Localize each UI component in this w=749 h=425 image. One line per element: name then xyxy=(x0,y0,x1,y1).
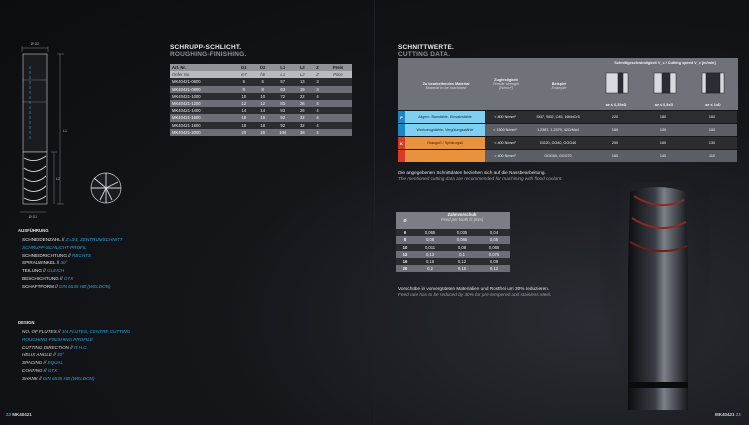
fz-cell: 0,12 xyxy=(478,265,510,272)
iso-p-marker: P xyxy=(398,111,405,123)
feature-de-item: SPIRALWINKEL // 30° xyxy=(22,260,68,266)
endmill-photo xyxy=(600,182,710,412)
hdr-example: Beispiel Example xyxy=(551,82,567,90)
fz-cell: 12 xyxy=(396,251,414,258)
cut-material: Werkzeugstähle, Vergütungsstähle xyxy=(405,124,485,136)
spec-cell: 92 xyxy=(272,122,294,129)
fz-cell: 10 xyxy=(396,244,414,251)
feature-en-item: NO. OF FLUTES // 3/4 FLUTES, CENTRE CUTTING xyxy=(22,329,131,334)
spec-cell: 20 xyxy=(234,129,253,136)
spec-cell: 3 xyxy=(311,78,324,85)
spec-header-en: Order No. xyxy=(170,71,234,78)
hdr-ae2: ae ≤ 0,5xD xyxy=(654,103,674,107)
fz-cell: 0,065 xyxy=(478,244,510,251)
spec-cell: 6 xyxy=(234,78,253,85)
hdr-strength: Zugfestigkeit Tensile strength [N/mm²] xyxy=(492,78,520,90)
spec-cell: MK40421-1800 xyxy=(170,122,234,129)
fz-row xyxy=(396,265,510,272)
spec-row xyxy=(170,93,352,100)
spec-header: Preis xyxy=(324,64,352,71)
cut-strength: < 400 N/mm² xyxy=(485,137,525,149)
cutting-header xyxy=(398,58,738,110)
feature-de-item: SCHNEIDENZAHL // Z=3/4, ZENTRUMSCHNITT xyxy=(22,237,123,242)
fz-cell: 0,011 xyxy=(414,244,446,251)
cutting-row xyxy=(398,137,738,149)
footer-code-left: MK40421 xyxy=(12,412,32,417)
features-en-heading: DESIGN xyxy=(18,320,35,325)
feature-en-item: COATING // GTX xyxy=(22,367,58,373)
footer-left xyxy=(6,412,32,417)
fz-cell: 0,04 xyxy=(478,229,510,236)
cut-example: St37, St52, C45, 16MnCr5 xyxy=(525,111,591,123)
fz-col-diameter: Ø xyxy=(396,212,414,229)
spec-cell: 4 xyxy=(311,93,324,100)
spec-header: D1 xyxy=(234,64,253,71)
spec-cell: MK40421-0600 xyxy=(170,78,234,85)
spec-row xyxy=(170,122,352,129)
spec-header-en: Price xyxy=(324,71,352,78)
cut-v1: 200 xyxy=(591,137,639,149)
spec-cell: 6 xyxy=(254,78,272,85)
hdr-material: Zu bearbeitendes Material Material to be machined xyxy=(422,82,470,90)
spec-cell: 8 xyxy=(234,86,253,93)
spec-cell: 38 xyxy=(294,129,311,136)
spec-header-en: m7 xyxy=(234,71,253,78)
spec-cell: 83 xyxy=(272,100,294,107)
spec-cell: 104 xyxy=(272,129,294,136)
feature-en-item: CUTTING DIRECTION // R.H.C. xyxy=(22,344,88,350)
feature-de-item: SCHNEIDRICHTUNG // RECHTS xyxy=(22,252,91,258)
cut-material: Grauguß / Sphäroguß xyxy=(405,137,485,149)
cut-v1: 160 xyxy=(591,124,639,136)
spec-cell: 26 xyxy=(294,107,311,114)
fz-row xyxy=(396,258,510,265)
features-de-list xyxy=(22,236,123,291)
spec-row xyxy=(170,114,352,121)
fz-cell: 0,065 xyxy=(414,229,446,236)
dim-l1-label: L1 xyxy=(63,129,67,133)
cut-v2: 130 xyxy=(639,124,687,136)
cut-v2: 160 xyxy=(639,137,687,149)
spec-cell: MK40421-1000 xyxy=(170,93,234,100)
feature-de-item: TEILUNG // GLEICH xyxy=(22,268,65,274)
spec-cell: 83 xyxy=(272,107,294,114)
fz-cell: 0,1 xyxy=(446,251,478,258)
spec-header-en: L2 xyxy=(294,71,311,78)
hdr-ae3: ae ≤ 1xD xyxy=(705,103,721,107)
spec-row xyxy=(170,107,352,114)
feed-note-de: Vorschübe in vorvergüteten Materialien und Rostfrei um 30% reduzieren. xyxy=(398,286,550,291)
page-number-right: 23 xyxy=(735,412,741,417)
cut-v1: 160 xyxy=(591,150,639,162)
spec-cell: 26 xyxy=(294,100,311,107)
spec-cell xyxy=(324,100,352,107)
cut-v3: 110 xyxy=(687,150,737,162)
footer-code-right: MK40421 xyxy=(715,412,735,417)
dim-d2-label: Ø D2 xyxy=(30,42,40,46)
fz-cell: 0,035 xyxy=(446,229,478,236)
page-number-left: 22 xyxy=(6,412,12,417)
spec-header: D2 xyxy=(254,64,272,71)
spec-cell xyxy=(324,114,352,121)
spec-row xyxy=(170,86,352,93)
feed-note-en: Feed rate has to be reduced by 30% for pre-tempered and stainless steel. xyxy=(398,292,552,298)
spec-cell: 8 xyxy=(254,86,272,93)
fz-cell: 0,065 xyxy=(446,236,478,243)
page-divider xyxy=(374,0,375,425)
feature-en-item: ROUGHING-FINISHING PROFILE xyxy=(22,336,93,342)
fz-cell: 0,08 xyxy=(414,236,446,243)
fz-cell: 0,09 xyxy=(478,258,510,265)
fz-cell: 16 xyxy=(396,258,414,265)
spec-cell: MK40421-1200 xyxy=(170,100,234,107)
spec-cell: 16 xyxy=(234,114,253,121)
spec-cell: 10 xyxy=(234,93,253,100)
spec-cell: 4 xyxy=(311,107,324,114)
tool-drawing xyxy=(8,40,158,220)
spec-row xyxy=(170,129,352,136)
spec-cell: 4 xyxy=(311,122,324,129)
spec-cell: 3 xyxy=(311,86,324,93)
feature-de-item: BESCHICHTUNG // GTX xyxy=(22,275,74,281)
spec-cell: 18 xyxy=(234,122,253,129)
cutting-rows xyxy=(398,111,738,163)
spec-cell xyxy=(324,122,352,129)
feed-table xyxy=(396,212,510,272)
cut-strength: < 800 N/mm² xyxy=(485,111,525,123)
ae-engagement-icons xyxy=(592,69,738,101)
fz-cell: 0,15 xyxy=(446,265,478,272)
feature-en-item: SHANK // DIN 6535 HB (WELDON) xyxy=(22,375,95,381)
spec-header: L1 xyxy=(272,64,294,71)
spec-cell: 63 xyxy=(272,86,294,93)
hdr-ae1: ae ≤ 0,25xD xyxy=(605,103,627,107)
fz-cell: 0,13 xyxy=(414,251,446,258)
cut-v3: 100 xyxy=(687,124,737,136)
cut-example: GG20, GG40, GGG40 xyxy=(525,137,591,149)
spec-cell xyxy=(324,93,352,100)
cutting-row xyxy=(398,111,738,123)
spec-cell: 4 xyxy=(311,114,324,121)
fz-cell: 0,08 xyxy=(446,244,478,251)
coolant-note xyxy=(398,170,562,182)
spec-cell: 57 xyxy=(272,78,294,85)
cut-material xyxy=(405,150,485,162)
feed-note xyxy=(398,286,551,298)
spec-header: Art. Nr. xyxy=(170,64,234,71)
coolant-note-de: Die angegebenen Schnittdaten beziehen sich auf die Nassbearbeitung. xyxy=(398,170,546,175)
feature-de-item: SCHRUPP-SCHLICHT-PROFIL xyxy=(22,244,87,250)
spec-cell: MK40421-1400 xyxy=(170,107,234,114)
cut-v3: 130 xyxy=(687,137,737,149)
spec-cell: 12 xyxy=(234,100,253,107)
spec-header-en: Z xyxy=(311,71,324,78)
spec-cell: MK40421-1600 xyxy=(170,114,234,121)
fz-row xyxy=(396,236,510,243)
spec-row xyxy=(170,100,352,107)
fz-row xyxy=(396,244,510,251)
spec-cell: 12 xyxy=(254,100,272,107)
fz-cell: 0,2 xyxy=(414,265,446,272)
cutting-row xyxy=(398,150,738,162)
fz-row xyxy=(396,229,510,236)
cutting-title: SCHNITTWERTE. CUTTING DATA. xyxy=(398,44,455,58)
spec-cell: 32 xyxy=(294,122,311,129)
feature-en-item: HELIX ANGLE // 30° xyxy=(22,352,65,358)
cutting-row xyxy=(398,124,738,136)
fz-cell: 0,12 xyxy=(446,258,478,265)
spec-cell: 22 xyxy=(294,93,311,100)
cutting-data-table xyxy=(398,58,738,162)
fz-cell: 0,16 xyxy=(414,258,446,265)
spec-cell xyxy=(324,107,352,114)
dim-l2-label: L2 xyxy=(56,177,60,181)
iso-k-marker: K xyxy=(398,137,405,149)
spec-cell: 18 xyxy=(254,122,272,129)
features-de-heading: AUSFÜHRUNG xyxy=(18,228,49,233)
spec-cell: 4 xyxy=(311,129,324,136)
spec-cell: 16 xyxy=(254,114,272,121)
fz-title: Zahnvorschub Feed per tooth fz [mm] xyxy=(414,212,510,222)
spec-cell xyxy=(324,129,352,136)
cut-v3: 160 xyxy=(687,111,737,123)
feature-en-item: SPACING // EQUAL xyxy=(22,360,64,366)
cut-strength: > 400 N/mm² xyxy=(485,150,525,162)
spec-cell: 19 xyxy=(294,86,311,93)
spec-header-en: L1 xyxy=(272,71,294,78)
footer-right xyxy=(715,412,741,417)
cut-v1: 220 xyxy=(591,111,639,123)
cut-v2: 140 xyxy=(639,150,687,162)
cut-strength: < 1300 N/mm² xyxy=(485,124,525,136)
fz-cell: 0,075 xyxy=(478,251,510,258)
fz-cell: 8 xyxy=(396,236,414,243)
features-en-list xyxy=(22,328,130,383)
coolant-note-en: The mentioned cutting data are recommended for machining with flood coolant. xyxy=(398,176,563,182)
iso-k-marker xyxy=(398,150,405,162)
spec-table xyxy=(170,64,352,136)
spec-header-en: h6 xyxy=(254,71,272,78)
spec-cell: 20 xyxy=(254,129,272,136)
spec-cell: MK40421-0800 xyxy=(170,86,234,93)
fz-cell: 20 xyxy=(396,265,414,272)
spec-cell: 4 xyxy=(311,100,324,107)
spec-header: Z xyxy=(311,64,324,71)
fz-cell: 6 xyxy=(396,229,414,236)
spec-cell: 14 xyxy=(254,107,272,114)
cut-material: Allgem. Baustähle, Einsatzstähle xyxy=(405,111,485,123)
fz-cell: 0,05 xyxy=(478,236,510,243)
spec-cell: 13 xyxy=(294,78,311,85)
spec-cell: 14 xyxy=(234,107,253,114)
cut-example: 1.2367, 1.2379, 42CrMo4 xyxy=(525,124,591,136)
spec-cell xyxy=(324,86,352,93)
spec-cell xyxy=(324,78,352,85)
dim-d1-label: Ø D1 xyxy=(28,215,38,219)
spec-header: L2 xyxy=(294,64,311,71)
cut-example: GGG60, GGG70 xyxy=(525,150,591,162)
spec-cell: 92 xyxy=(272,114,294,121)
iso-p-marker xyxy=(398,124,405,136)
spec-row xyxy=(170,78,352,85)
fz-row xyxy=(396,251,510,258)
spec-cell: 32 xyxy=(294,114,311,121)
feature-de-item: SCHAFTFORM // DIN 6535 HB (WELDON) xyxy=(22,283,111,289)
spec-title: SCHRUPP-SCHLICHT. ROUGHING-FINISHING. xyxy=(170,44,247,58)
spec-cell: MK40421-2000 xyxy=(170,129,234,136)
spec-cell: 10 xyxy=(254,93,272,100)
cut-v2: 180 xyxy=(639,111,687,123)
hdr-speed: Schnittgeschwindigkeit V_c / Cutting speed V_c [m/min] xyxy=(614,61,716,65)
spec-cell: 72 xyxy=(272,93,294,100)
